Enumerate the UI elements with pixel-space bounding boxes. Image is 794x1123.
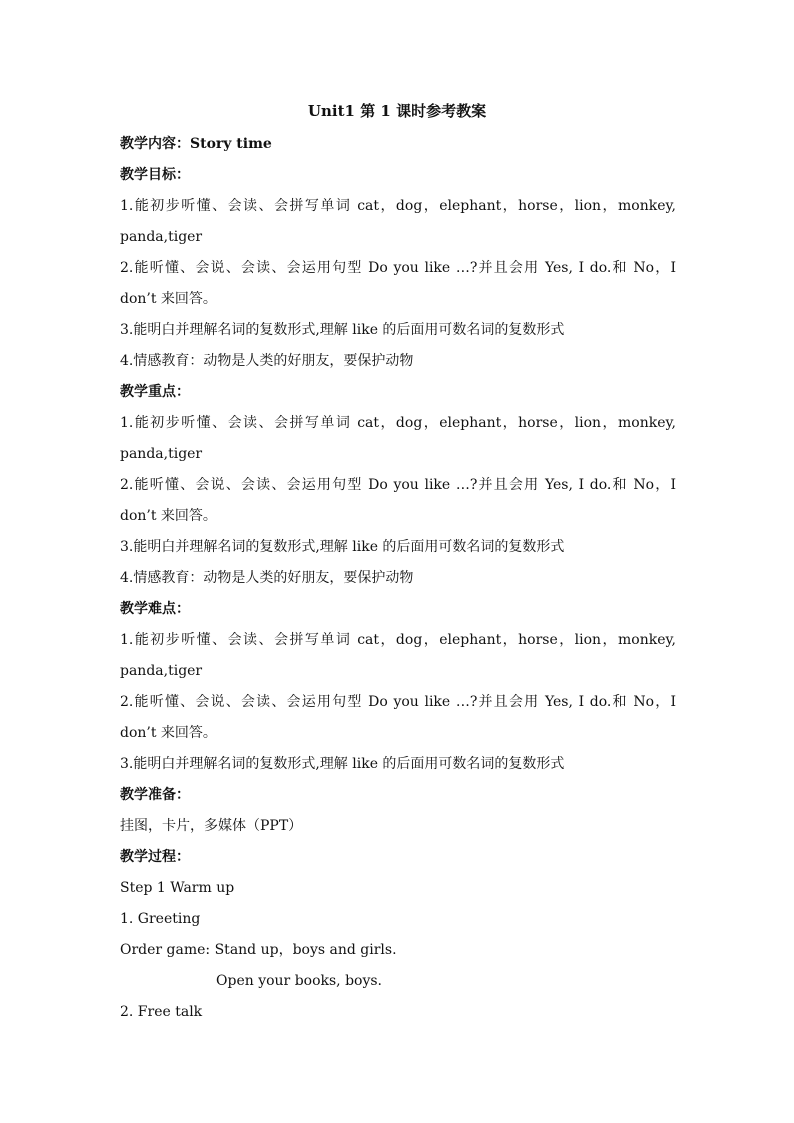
paragraph-line: panda,tiger: [120, 663, 203, 679]
section-heading: 教学内容：Story time: [120, 136, 272, 152]
paragraph-line: 3.能明白并理解名词的复数形式,理解 like 的后面用可数名词的复数形式: [120, 322, 565, 338]
paragraph-line: don’t 来回答。: [120, 725, 217, 741]
section-heading: 教学难点：: [120, 601, 190, 617]
section-heading: 教学过程：: [120, 849, 190, 865]
paragraph-line: 3.能明白并理解名词的复数形式,理解 like 的后面用可数名词的复数形式: [120, 756, 565, 772]
paragraph-line: 2.能听懂、会说、会读、会运用句型 Do you like …?并且会用 Yes, I do.和 No，I: [120, 694, 676, 710]
paragraph-line: 2.能听懂、会说、会读、会运用句型 Do you like …?并且会用 Yes, I do.和 No，I: [120, 260, 676, 276]
section-heading: 教学目标：: [120, 167, 190, 183]
paragraph-line: 1. Greeting: [120, 911, 201, 927]
paragraph-line: 挂图，卡片，多媒体（PPT）: [120, 818, 303, 834]
section-heading: 教学准备：: [120, 787, 190, 803]
paragraph-line: 2.能听懂、会说、会读、会运用句型 Do you like …?并且会用 Yes, I do.和 No，I: [120, 477, 676, 493]
paragraph-line: panda,tiger: [120, 229, 203, 245]
paragraph-line: Step 1 Warm up: [120, 880, 235, 896]
paragraph-line: 4.情感教育：动物是人类的好朋友，要保护动物: [120, 570, 414, 586]
paragraph-line: 3.能明白并理解名词的复数形式,理解 like 的后面用可数名词的复数形式: [120, 539, 565, 555]
paragraph-line: 1.能初步听懂、会读、会拼写单词 cat，dog，elephant，horse，lion，monkey,: [120, 632, 676, 648]
paragraph-line: Order game: Stand up，boys and girls.: [120, 942, 397, 958]
section-heading: 教学重点：: [120, 384, 190, 400]
document-title: Unit1 第 1 课时参考教案: [307, 102, 487, 120]
paragraph-line: 1.能初步听懂、会读、会拼写单词 cat，dog，elephant，horse，lion，monkey,: [120, 415, 676, 431]
document-body: [120, 132, 676, 1031]
paragraph-line: 2. Free talk: [120, 1004, 203, 1020]
paragraph-line: 1.能初步听懂、会读、会拼写单词 cat，dog，elephant，horse，lion，monkey,: [120, 198, 676, 214]
paragraph-line-indented: Open your books, boys.: [216, 973, 383, 989]
paragraph-line: 4.情感教育：动物是人类的好朋友，要保护动物: [120, 353, 414, 369]
paragraph-line: don’t 来回答。: [120, 508, 217, 524]
paragraph-line: don’t 来回答。: [120, 291, 217, 307]
paragraph-line: panda,tiger: [120, 446, 203, 462]
